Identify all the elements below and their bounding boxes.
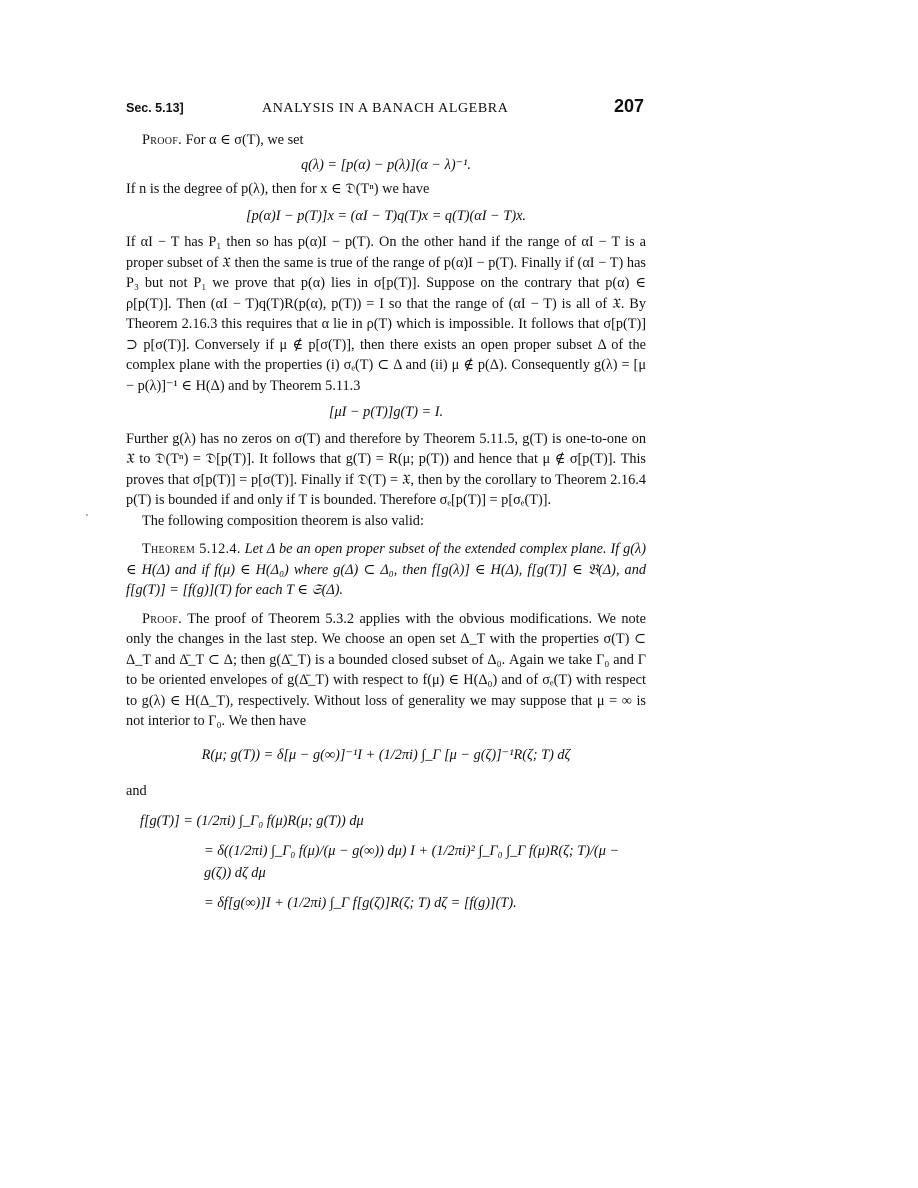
scan-speck — [86, 514, 88, 516]
running-header — [126, 98, 644, 122]
paragraph-degree: If n is the degree of p(λ), then for x ∈ 𝔇(Tⁿ) we have — [126, 181, 430, 197]
page-number: 207 — [613, 96, 644, 116]
equation-factorization: [p(α)I − p(T)]x = (αI − T)q(T)x = q(T)(αI − T)x. — [246, 207, 526, 224]
equation-q: q(λ) = [p(α) − p(λ)](α − λ)⁻¹. — [300, 156, 472, 173]
paragraph-spectrum-argument: If αI − T has P₁ then so has p(α)I − p(T). On the other hand if the range of αI − T is a proper subset of 𝔛 then the same is true of the range of p(α)I − p(T). Finally if (αI − T) has P₃ but not P₁ we prove that p(α) lies in σ[p(T)]. Suppose on the contrary that p(α) ∈ ρ[p(T)]. Then (αI − T)q(T)R(p(α), p(T)) = I so that the range of (αI − T) is all of 𝔛. By Theorem 2.16.3 this requires that α lie in ρ(T) which is impossible. It follows that σ[p(T)] ⊃ p[σ(T)]. Conversely if μ ∉ p[σ(T)], then there exists an open proper subset Δ of the complex plane with the properties (i) σₑ(T) ⊂ Δ and (ii) μ ∉ p(Δ). Consequently g(λ) = [μ − p(λ)]⁻¹ ∈ H(Δ) and by Theorem 5.11.3 — [126, 234, 646, 394]
theorem-statement: Let Δ be an open proper subset of the extended complex plane. If g(λ) ∈ H(Δ) and if f(μ) ∈ H(Δ₀) where g(Δ) ⊂ Δ₀, then f[g(λ)] ∈ H(Δ), f[g(T)] ∈ 𝔅(Δ), and f[g(T)] = [f(g)](T) for each T ∈ 𝔖(Δ). — [126, 541, 646, 598]
equation-resolvent-composition: R(μ; g(T)) = δ[μ − g(∞)]⁻¹I + (1/2πi) ∫_Γ [μ − g(ζ)]⁻¹R(ζ; T) dζ — [201, 746, 571, 763]
proof-2-text: The proof of Theorem 5.3.2 applies with the obvious modifications. We note only the changes in the last step. We choose an open set Δ_T with the properties σ(T) ⊂ Δ_T and Δ̄_T ⊂ Δ; then g(Δ̄_T) is a bounded closed subset of Δ₀. Again we take Γ₀ and Γ to be oriented envelopes of g(Δ̄_T) with respect to f(μ) ∈ H(Δ₀) and of σₑ(T) with respect to g(λ) ∈ H(Δ_T), respectively. Without loss of generality we may suppose that μ = ∞ is not interior to Γ₀. We then have — [126, 610, 646, 729]
equation-fg-line-3: = δf[g(∞)]I + (1/2πi) ∫_Γ f[g(ζ)]R(ζ; T) dζ = [f(g)](T). — [204, 894, 517, 911]
paragraph-conclusion: Further g(λ) has no zeros on σ(T) and therefore by Theorem 5.11.5, g(T) is one-to-one on 𝔛 to 𝔇(Tⁿ) = 𝔇[p(T)]. It follows that g(T) = R(μ; p(T)) and hence that μ ∉ σ[p(T)]. This proves that σ[p(T)] = p[σ(T)]. Finally if 𝔇(T) = 𝔛, then by the corollary to Theorem 2.16.4 p(T) is bounded if and only if T is bounded. Therefore σₑ[p(T)] = p[σₑ(T)]. — [126, 430, 646, 508]
proof-label: Proof. — [142, 132, 183, 148]
theorem-5-12-4 — [126, 539, 646, 601]
chapter-title: ANALYSIS IN A BANACH ALGEBRA — [262, 101, 509, 116]
and-connector: and — [126, 782, 147, 799]
proof-intro: For α ∈ σ(T), we set — [185, 132, 304, 148]
proof-label-2: Proof. — [142, 610, 183, 627]
paragraph-composition-intro: The following composition theorem is also valid: — [142, 512, 424, 529]
page-body — [126, 130, 646, 922]
proof-paragraph-1 — [126, 130, 646, 151]
proof-paragraph-2 — [126, 609, 646, 732]
section-label: Sec. 5.13] — [126, 101, 184, 115]
equation-fg-line-2: = δ((1/2πi) ∫_Γ₀ f(μ)/(μ − g(∞)) dμ) I + (1/2πi)² ∫_Γ₀ ∫_Γ f(μ)R(ζ; T)/(μ − g(ζ)) dζ dμ — [204, 842, 620, 881]
equation-resolvent-identity: [μI − p(T)]g(T) = I. — [328, 404, 444, 420]
equation-fg-line-1: f[g(T)] = (1/2πi) ∫_Γ₀ f(μ)R(μ; g(T)) dμ — [140, 812, 364, 829]
theorem-label: Theorem 5.12.4. — [142, 541, 241, 557]
